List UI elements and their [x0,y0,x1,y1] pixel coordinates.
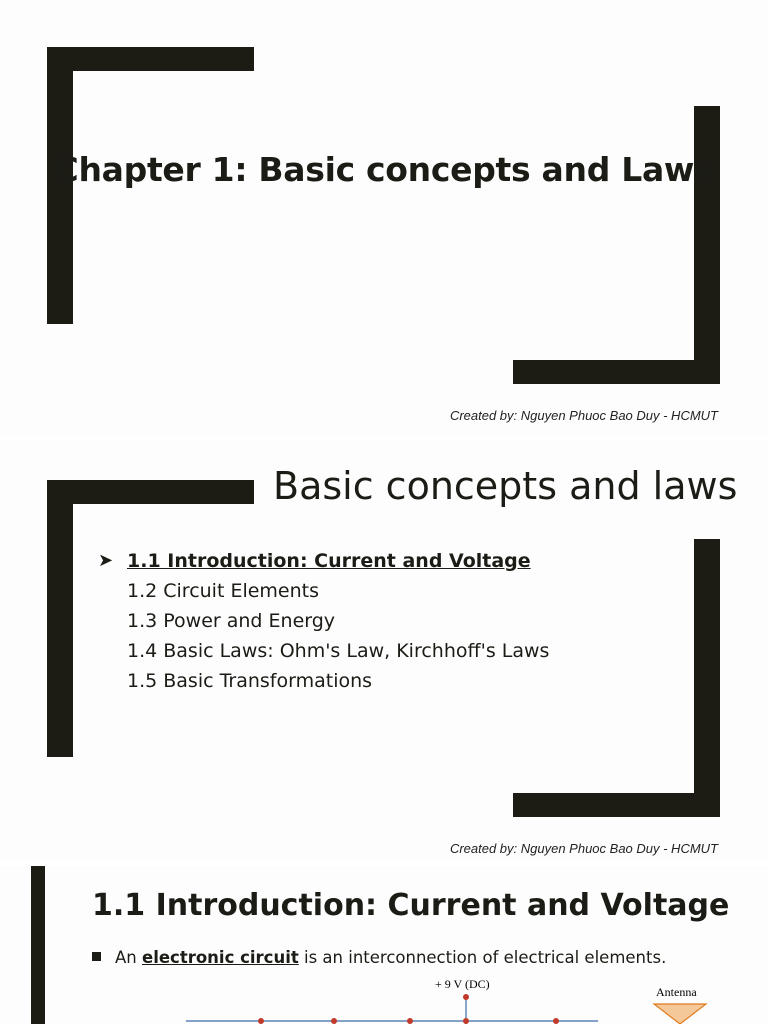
corner-bracket-top-left [47,480,254,504]
slide-title [0,0,768,435]
corner-bracket-top-left [47,480,73,757]
toc-item[interactable] [98,636,549,666]
toc-item[interactable] [98,606,549,636]
bullet-rest: is an interconnection of electrical elements. [304,948,667,967]
bullet-term: electronic circuit [142,948,299,967]
circuit-diagram [0,866,768,1024]
corner-bracket-bottom-right [513,360,720,384]
slide-title-text: Chapter 1: Basic concepts and Laws [54,150,714,189]
toc-item[interactable] [98,666,549,696]
circuit-node [331,1018,337,1024]
slide-toc [0,440,768,860]
circuit-node [553,1018,559,1024]
slide-intro [0,866,768,1024]
corner-bracket-bottom-right [513,793,720,817]
circuit-node [463,994,469,1000]
toc-item-label: 1.5 Basic Transformations [127,670,373,692]
bullet-prefix: An [115,948,137,967]
circuit-node [407,1018,413,1024]
supply-label: + 9 V (DC) [435,977,490,991]
slide-heading: 1.1 Introduction: Current and Voltage [92,888,730,923]
arrow-right-icon: ➤ [98,550,114,571]
circuit-node [463,1018,469,1024]
toc-list [98,546,549,696]
toc-item-label: 1.1 Introduction: Current and Voltage [127,550,531,572]
circuit-node [258,1018,264,1024]
credit-text: Created by: Nguyen Phuoc Bao Duy - HCMUT [449,408,718,423]
corner-bracket-top-left [47,47,254,71]
corner-bracket-bottom-right [694,539,720,817]
toc-item-label: 1.3 Power and Energy [127,610,336,632]
antenna-label: Antenna [656,985,697,999]
credit-text: Created by: Nguyen Phuoc Bao Duy - HCMUT [449,841,718,856]
toc-item-label: 1.4 Basic Laws: Ohm's Law, Kirchhoff's Laws [127,640,550,662]
corner-bracket-bottom-right [694,106,720,384]
antenna-icon [654,1004,706,1024]
slide-heading: Basic concepts and laws [273,464,738,508]
toc-item[interactable] [98,546,549,576]
toc-item-label: 1.2 Circuit Elements [127,580,320,602]
toc-item[interactable] [98,576,549,606]
